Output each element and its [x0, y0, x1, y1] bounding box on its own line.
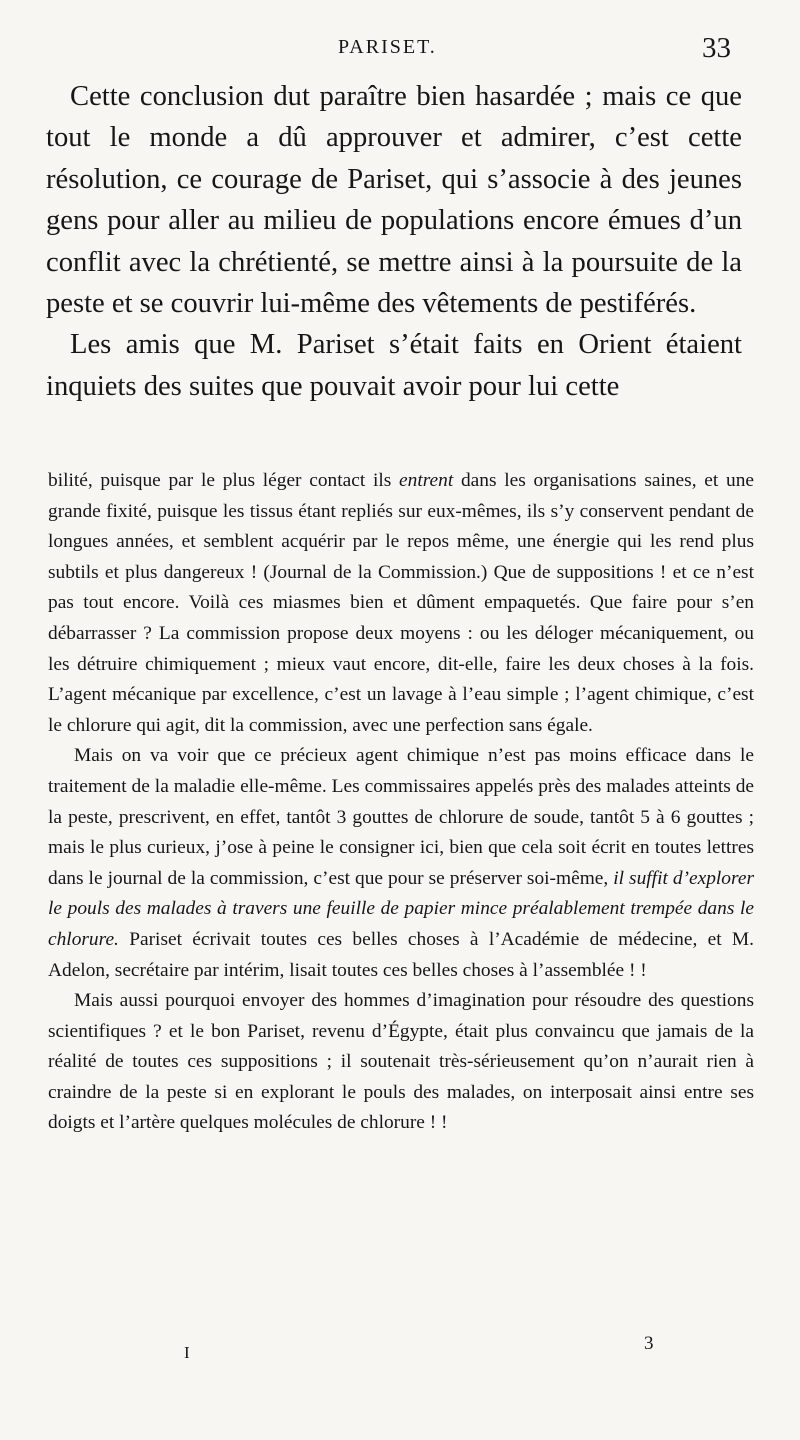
footnote-text: dans les organisations saines, et une grande fixité, puisque les tissus étant repliés sur eux-mêmes, ils s’y conservent pendant de longues années, et semblent acquérir par le repos même, une énergie qui les rend plus subtils et plus dangereux ! (Journal de la Commission.) Que de suppositions ! et ce n’est pas tout encore. Voilà ces miasmes bien et dûment empaquetés. Que faire pour s’en débarrasser ? La commission propose deux moyens : ou les déloger mécaniquement, ou les détruire chimiquement ; mieux vaut encore, dit-elle, faire les deux choses à la fois. L’agent mécanique par excellence, c’est un lavage à l’eau simple ; l’agent chimique, c’est le chlorure qui agit, dit la commission, avec une perfection sans égale. — [48, 470, 755, 736]
footnote-paragraph-3: Mais aussi pourquoi envoyer des hommes d’imagination pour résoudre des questions scientifiques ? et le bon Pariset, revenu d’Égypte, était plus convaincu que jamais de la réalité de toutes ces suppositions ; il soutenait très-sérieusement qu’on n’aurait rien à craindre de la peste si en explorant le pouls des malades, on interposait ainsi entre ses doigts et l’artère quelques molécules de chlorure ! ! — [48, 990, 754, 1134]
footnote-text: Pariset écrivait toutes ces belles choses à l’Académie de médecine, et M. Adelon, secrétaire par intérim, lisait toutes ces belles choses à l’assemblée ! ! — [48, 928, 754, 981]
running-head — [0, 28, 800, 68]
footnote-paragraph-2 — [48, 741, 754, 986]
main-paragraph-2: Les amis que M. Pariset s’était faits en Orient étaient inquiets des suites que pouvait avoir pour lui cette — [46, 329, 742, 402]
footnote-italic-text: entrent — [399, 470, 454, 491]
signature-mark-left: I — [184, 1343, 190, 1362]
footnote-text: bilité, puisque par le plus léger contact ils — [48, 470, 400, 491]
footnote-text: Mais on va voir que ce précieux agent chimique n’est pas moins efficace dans le traitement de la maladie elle-même. Les commissaires appelés près des malades atteints de la peste, prescrivent, en effet, tantôt 3 gouttes de chlorure de soude, tantôt 5 à 6 gouttes ; mais le plus curieux, j’ose à peine le consigner ici, bien que cela soit écrit en toutes lettres dans le journal de la commission, c’est que pour se préserver soi-même, — [48, 745, 754, 889]
main-text — [46, 76, 742, 407]
footnote-italic-text: il suffit d’explorer le pouls des malades à travers une feuille de papier mince préalablement trempée dans le chlorure. — [48, 867, 754, 950]
page-number: 33 — [702, 32, 731, 64]
footnote — [48, 466, 754, 1139]
running-head-title: PARISET. — [338, 36, 437, 58]
main-paragraph-1: Cette conclusion dut paraître bien hasardée ; mais ce que tout le monde a dû approuver et admirer, c’est cette résolution, ce courage de Pariset, qui s’associe à des jeunes gens pour aller au milieu de populations encore émues d’un conflit avec la chrétienté, se mettre ainsi à la poursuite de la peste et se couvrir lui-même des vêtements de pestiférés. — [46, 81, 742, 320]
footnote-paragraph-1 — [48, 466, 754, 741]
signature-mark-right: 3 — [644, 1333, 654, 1354]
